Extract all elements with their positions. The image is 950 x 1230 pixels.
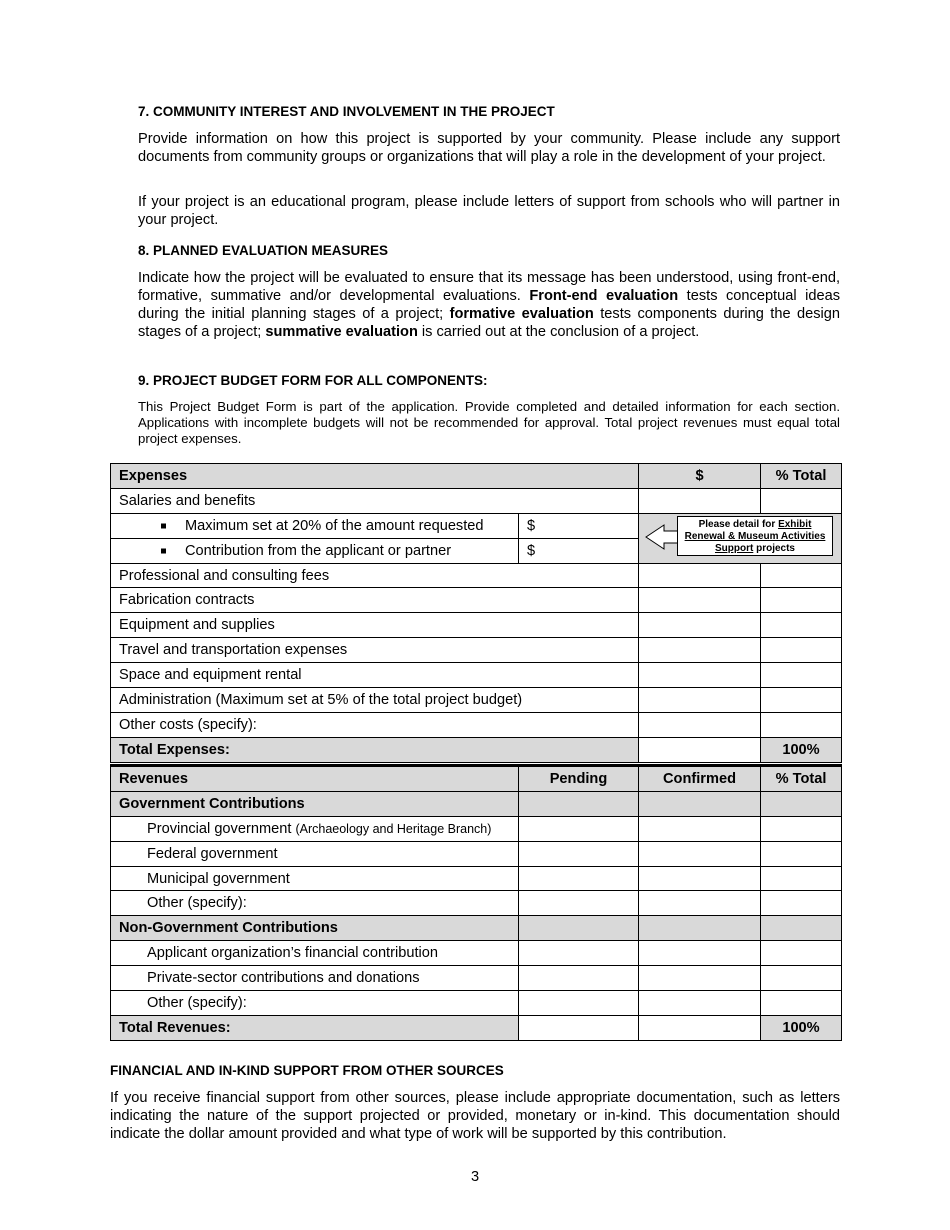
section-7-para-1: Provide information on how this project is supported by your community. Please include any support documents from community groups or organizations that will play a role in the development of your project.	[138, 131, 840, 165]
section-7-para-2: If your project is an educational program, please include letters of support from schools who will partner in your project.	[138, 194, 840, 228]
amount-cell[interactable]	[639, 563, 761, 588]
bullet-row-2: Contribution from the applicant or partner	[111, 538, 519, 563]
table-row	[111, 613, 842, 638]
pct-cell[interactable]	[761, 488, 842, 513]
revenue-label: Federal government	[111, 841, 519, 866]
table-row	[111, 563, 842, 588]
pending-cell[interactable]	[519, 991, 639, 1016]
expense-label: Travel and transportation expenses	[111, 638, 639, 663]
revenue-label: Other (specify):	[111, 891, 519, 916]
total-revenues-label: Total Revenues:	[111, 1015, 519, 1040]
confirmed-cell[interactable]	[639, 991, 761, 1016]
table-row	[111, 816, 842, 841]
table-row	[111, 891, 842, 916]
table-row	[111, 688, 842, 713]
gov-contributions-header: Government Contributions	[111, 791, 519, 816]
confirmed-cell[interactable]	[639, 966, 761, 991]
table-row	[111, 712, 842, 737]
revenue-label: Applicant organization’s financial contribution	[111, 941, 519, 966]
table-row	[111, 488, 842, 513]
total-revenues-row	[111, 1015, 842, 1040]
gray-cell	[519, 791, 639, 816]
bullet-icon	[161, 548, 166, 553]
expenses-header: Expenses	[111, 464, 639, 489]
pct-cell[interactable]	[761, 966, 842, 991]
section-8-heading: 8. PLANNED EVALUATION MEASURES	[138, 243, 389, 258]
dollar-header: $	[639, 464, 761, 489]
revenues-header: Revenues	[111, 766, 519, 792]
expense-label: Professional and consulting fees	[111, 563, 639, 588]
section-8-para: Indicate how the project will be evaluated to ensure that its message has been understood, using front-end, formative, summative and/or developmental evaluations. Front-end evaluation tests conceptual ideas during the initial planning stages of a project; formative evaluation tests components during the design stages of a project; summative evaluation is carried out at the conclusion of a project.	[138, 270, 840, 340]
expense-label: Fabrication contracts	[111, 588, 639, 613]
pct-cell[interactable]	[761, 688, 842, 713]
revenue-label: Municipal government	[111, 866, 519, 891]
pct-cell[interactable]	[761, 991, 842, 1016]
table-row	[111, 866, 842, 891]
amount-cell[interactable]	[639, 712, 761, 737]
gray-cell	[761, 791, 842, 816]
table-row	[111, 991, 842, 1016]
financial-heading: FINANCIAL AND IN-KIND SUPPORT FROM OTHER SOURCES	[110, 1063, 504, 1078]
pending-cell[interactable]	[519, 966, 639, 991]
pending-cell[interactable]	[519, 891, 639, 916]
table-row	[111, 663, 842, 688]
expenses-table	[110, 463, 842, 763]
pct-cell[interactable]	[761, 816, 842, 841]
total-pending[interactable]	[519, 1015, 639, 1040]
callout-note: Please detail for Exhibit Renewal & Museum Activities Support projects	[677, 516, 833, 556]
confirmed-cell[interactable]	[639, 816, 761, 841]
pct-cell[interactable]	[761, 941, 842, 966]
bullet-icon	[161, 523, 166, 528]
pct-cell[interactable]	[761, 613, 842, 638]
confirmed-cell[interactable]	[639, 866, 761, 891]
pct-cell[interactable]	[761, 866, 842, 891]
expense-label: Space and equipment rental	[111, 663, 639, 688]
amount-cell[interactable]	[639, 588, 761, 613]
expense-label: Administration (Maximum set at 5% of the total project budget)	[111, 688, 639, 713]
pending-cell[interactable]	[519, 816, 639, 841]
total-expenses-label: Total Expenses:	[111, 737, 639, 762]
section-9-heading: 9. PROJECT BUDGET FORM FOR ALL COMPONENTS:	[138, 373, 488, 388]
pct-cell[interactable]	[761, 841, 842, 866]
amount-cell[interactable]	[639, 638, 761, 663]
gray-cell	[639, 916, 761, 941]
section-9-para: This Project Budget Form is part of the application. Provide completed and detailed information for each section. Applications with incomplete budgets will not be recommended for approval. Total project revenues must equal total project expenses.	[138, 399, 840, 446]
expense-label: Equipment and supplies	[111, 613, 639, 638]
confirmed-cell[interactable]	[639, 841, 761, 866]
confirmed-cell[interactable]	[639, 891, 761, 916]
pct-cell[interactable]	[761, 588, 842, 613]
table-row	[111, 916, 842, 941]
nongov-contributions-header: Non-Government Contributions	[111, 916, 519, 941]
rev-pct-header: % Total	[761, 766, 842, 792]
amount-cell[interactable]	[639, 688, 761, 713]
pct-cell[interactable]	[761, 712, 842, 737]
pct-cell[interactable]	[761, 563, 842, 588]
revenue-label: Other (specify):	[111, 991, 519, 1016]
pct-cell[interactable]	[761, 891, 842, 916]
pending-cell[interactable]	[519, 866, 639, 891]
pct-cell[interactable]	[761, 638, 842, 663]
section-7-heading: 7. COMMUNITY INTEREST AND INVOLVEMENT IN THE PROJECT	[138, 104, 555, 119]
pending-cell[interactable]	[519, 841, 639, 866]
salaries-label: Salaries and benefits	[111, 488, 639, 513]
dollar-input-1[interactable]: $	[519, 513, 639, 538]
table-row	[111, 841, 842, 866]
revenue-label: Private-sector contributions and donations	[111, 966, 519, 991]
gray-cell	[519, 916, 639, 941]
pending-header: Pending	[519, 766, 639, 792]
total-expenses-pct: 100%	[761, 737, 842, 762]
confirmed-cell[interactable]	[639, 941, 761, 966]
table-row	[111, 588, 842, 613]
table-row	[111, 638, 842, 663]
expenses-header-row	[111, 464, 842, 489]
gray-cell	[639, 791, 761, 816]
confirmed-header: Confirmed	[639, 766, 761, 792]
amount-cell[interactable]	[639, 488, 761, 513]
revenues-table	[110, 764, 842, 1041]
amount-cell[interactable]	[639, 613, 761, 638]
pending-cell[interactable]	[519, 941, 639, 966]
table-row	[111, 791, 842, 816]
total-expenses-row	[111, 737, 842, 762]
pct-cell[interactable]	[761, 663, 842, 688]
left-arrow-icon	[645, 524, 679, 550]
total-revenues-pct: 100%	[761, 1015, 842, 1040]
table-row	[111, 966, 842, 991]
amount-cell[interactable]	[639, 663, 761, 688]
provincial-label: Provincial government (Archaeology and Heritage Branch)	[111, 816, 519, 841]
total-expenses-amount[interactable]	[639, 737, 761, 762]
pct-header: % Total	[761, 464, 842, 489]
table-row	[111, 941, 842, 966]
revenues-header-row	[111, 766, 842, 792]
page-number: 3	[470, 1169, 480, 1185]
financial-para: If you receive financial support from other sources, please include appropriate documentation, such as letters indicating the nature of the support projected or provided, monetary or in-kind. This documentation should indicate the dollar amount provided and what type of work will be supported by this contribution.	[110, 1090, 840, 1142]
total-confirmed[interactable]	[639, 1015, 761, 1040]
expense-label: Other costs (specify):	[111, 712, 639, 737]
dollar-input-2[interactable]: $	[519, 538, 639, 563]
gray-cell	[761, 916, 842, 941]
bullet-row-1: Maximum set at 20% of the amount requested	[111, 513, 519, 538]
